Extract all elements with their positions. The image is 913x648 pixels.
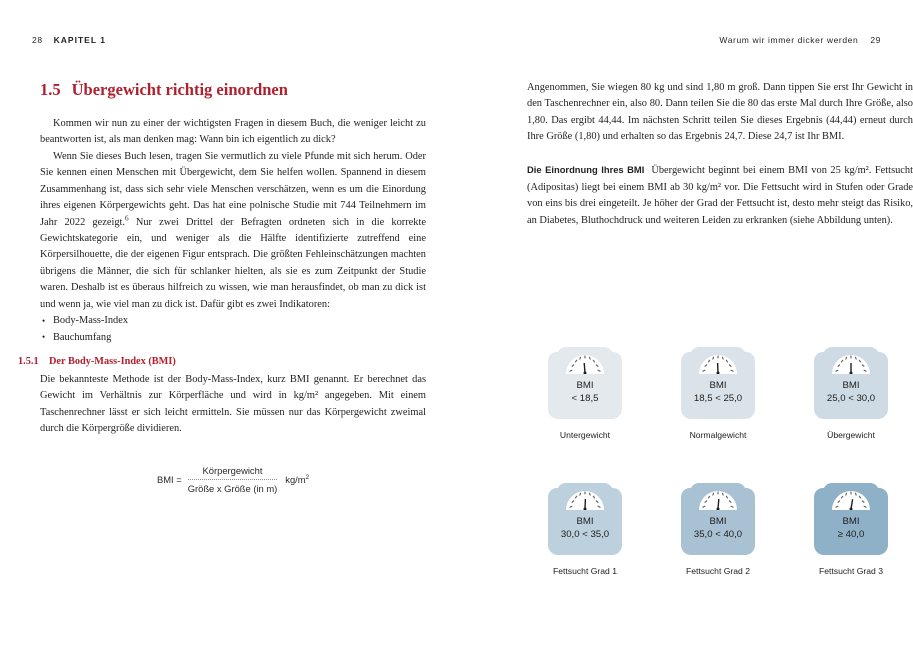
scale-body: [681, 352, 755, 419]
scale-item-fettsucht-grad-3: [793, 488, 909, 576]
running-head-right: [719, 35, 881, 45]
footnote-marker: 6: [125, 214, 129, 223]
formula-fraction: [188, 464, 278, 495]
scale-readout: [572, 380, 599, 405]
formula-numerator: Körpergewicht: [202, 464, 263, 476]
subsection-heading: [18, 356, 426, 369]
section-title-right: Warum wir immer dicker werden: [719, 35, 859, 45]
subsection-heading-number: 1.5.1: [18, 356, 39, 368]
scale-readout: [838, 516, 865, 541]
scale-body: [814, 488, 888, 555]
scale-caption: Fettsucht Grad 2: [685, 566, 750, 576]
right-column: [527, 80, 913, 229]
list-item: • Body-Mass-Index: [40, 313, 426, 329]
scale-dial-icon: [565, 354, 605, 374]
scale-item-fettsucht-grad-2: [660, 488, 776, 576]
scale-caption: Übergewicht: [827, 430, 875, 440]
folio-right: 29: [870, 35, 881, 45]
scale-title: BMI: [709, 380, 727, 392]
running-head-left: [32, 35, 106, 45]
scale-caption: Untergewicht: [559, 430, 611, 440]
scale-title: BMI: [576, 380, 594, 392]
scale-range: 25,0 < 30,0: [826, 392, 876, 404]
spacer: [527, 146, 913, 162]
scale-readout: [561, 516, 609, 541]
scale-dial-icon: [698, 354, 738, 374]
scale-readout: [694, 380, 742, 405]
scale-item-untergewicht: [527, 352, 643, 440]
paragraph-bmi-method: Die bekannteste Methode ist der Body-Mass-Index, kurz BMI genannt. Er berechnet das Gewicht im Verhältnis zur Körperfläche und wird in kg/m² angegeben. Mit einem Taschenrechner lässt er sich leicht ermitteln. Sie müssen nur das Körpergewicht zweimal durch die Körpergröße dividieren.: [40, 374, 426, 435]
scale-body: [681, 488, 755, 555]
section-heading-text: Übergewicht richtig einordnen: [71, 80, 288, 99]
scale-caption: Normalgewicht: [689, 430, 747, 440]
scale-item-uebergewicht: [793, 352, 909, 440]
bmi-formula: [40, 464, 426, 495]
indicator-list: [40, 313, 426, 346]
scale-dial-icon: [831, 354, 871, 374]
scale-body: [548, 488, 622, 555]
scale-range: 35,0 < 40,0: [693, 528, 743, 540]
scale-item-normalgewicht: [660, 352, 776, 440]
section-heading-number: 1.5: [40, 80, 61, 99]
scale-range: 30,0 < 35,0: [560, 528, 610, 540]
paragraph-example: Angenommen, Sie wiegen 80 kg und sind 1,80 m groß. Dann tippen Sie erst Ihr Gewicht in den Taschenrechner ein, also 80. Dann teilen Sie die 80 das erste Mal durch Ihre Größe, also 1,80. Das ergibt 44,44. Im nächsten Schritt teilen Sie dieses Ergebnis (44,44) erneut durch Ihre Größe (1,80) und erhalten so das Ergebnis 24,7. Diese 24,7 ist Ihr BMI.: [527, 82, 913, 143]
scale-range: 18,5 < 25,0: [693, 392, 743, 404]
section-heading: [40, 80, 426, 100]
paragraph-classification-text: Übergewicht beginnt bei einem BMI von 25 kg/m². Fettsucht (Adipositas) liegt bei einem BMI ab 30 kg/m² vor. Die Fettsucht wird in Stufen oder Grade von eins bis drei eingeteilt. Je höher der Grad der Fettsucht ist, desto mehr steigt das Risiko, an Diabetes, Bluthochdruck und weiteren Leiden zu erkranken (siehe Abbildung unten).: [527, 165, 913, 226]
scale-body: [814, 352, 888, 419]
formula-units-exponent: 2: [305, 473, 310, 481]
paragraph-classification: [527, 162, 913, 229]
paragraph-intro: Kommen wir nun zu einer der wichtigsten Fragen in diesem Buch, die weniger leicht zu beantworten ist, als man denken mag: Wann bin ich eigentlich zu dick?: [40, 117, 426, 146]
scale-row-bottom: [527, 488, 913, 576]
scale-readout: [694, 516, 742, 541]
subsection-heading-text: Der Body-Mass-Index (BMI): [49, 356, 176, 368]
scale-row-top: [527, 352, 913, 440]
formula-divider: [188, 479, 278, 480]
scale-readout: [827, 380, 875, 405]
formula-units: [285, 474, 309, 485]
paragraph-study: [40, 149, 426, 314]
folio-left: 28: [32, 35, 43, 45]
scale-item-fettsucht-grad-1: [527, 488, 643, 576]
left-column: [18, 80, 426, 495]
list-item: • Bauchumfang: [40, 330, 426, 346]
scale-title: BMI: [842, 380, 860, 392]
scale-body: [548, 352, 622, 419]
scale-title: BMI: [842, 516, 860, 528]
scale-range: ≥ 40,0: [837, 528, 865, 540]
paragraph-study-part1: Wenn Sie dieses Buch lesen, tragen Sie vermutlich zu viele Pfunde mit sich herum. Oder Sie kennen einen Menschen mit Übergewicht, dem Sie helfen wollen. Spannend in diesem Zusammenhang ist, dass sich sehr viele Menschen verschätzen, wenn es um die Einordung ihres eigenen Körpergewichts geht. Das hat eine polnische Studie mit 744 Teilnehmern im Jahr 2022 gezeigt.: [40, 150, 426, 228]
spacer: [40, 346, 426, 356]
chapter-title-left: KAPITEL 1: [53, 35, 106, 45]
scale-caption: Fettsucht Grad 1: [552, 566, 617, 576]
scale-title: BMI: [709, 516, 727, 528]
scale-dial-icon: [698, 490, 738, 510]
scale-title: BMI: [576, 516, 594, 528]
scale-range: < 18,5: [571, 392, 599, 404]
formula-left-side: BMI =: [156, 473, 182, 485]
formula-denominator: Größe x Größe (in m): [187, 482, 278, 494]
scale-caption: Fettsucht Grad 3: [818, 566, 883, 576]
formula-units-text: kg/m: [285, 473, 306, 485]
paragraph-study-part2: Nur zwei Drittel der Befragten ordneten sich in die korrekte Gewichtskategorie ein, und weniger als die Hälfte identifizierte zutreffend eine Körpersilhouette, die der eigenen Figur entsprach. Die größten Fehleinschätzungen machten übrigens die Männer, die sich für schlanker hielten, als sie es zum Zeitpunkt der Studie waren. Deshalb ist es überaus hilfreich zu wissen, wie man herausfindet, ob man zu dick ist und wenn ja, wie viel man zu dick ist. Dafür gibt es zwei Indikatoren:: [40, 216, 426, 310]
scale-dial-icon: [831, 490, 871, 510]
bmi-scales-figure: [527, 352, 913, 576]
scale-dial-icon: [565, 490, 605, 510]
paragraph-lead-in: Die Einordnung Ihres BMI: [527, 164, 645, 176]
